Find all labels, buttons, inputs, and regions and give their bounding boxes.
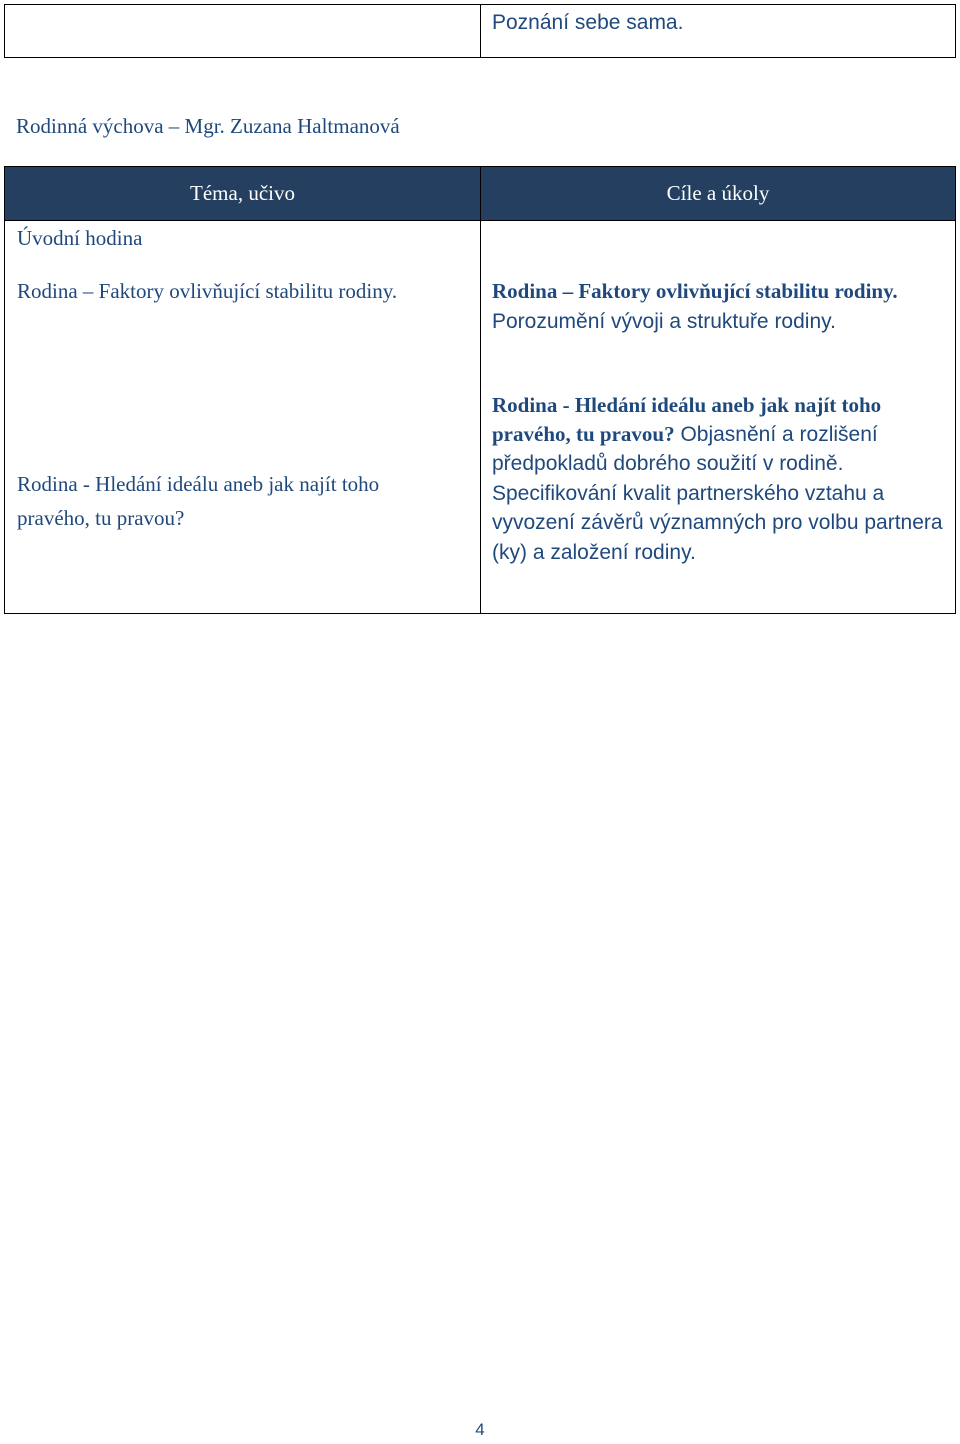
- section-heading: Rodinná výchova – Mgr. Zuzana Haltmanová: [16, 114, 400, 138]
- goal-1-text: Porozumění vývoji a struktuře rodiny.: [492, 309, 836, 333]
- page-number: 4: [475, 1420, 485, 1439]
- goal-item-1: [492, 277, 942, 336]
- topic-item-2: Rodina - Hledání ideálu aneb jak najít toho pravého, tu pravou?: [17, 472, 380, 530]
- goal-2-text: Objasnění a rozlišení předpokladů dobrého soužití v rodině. Specifikování kvalit partnerského vztahu a vyvození závěrů významných pro volbu partnera (ky) a založení rodiny.: [492, 422, 943, 564]
- header-topic: Téma, učivo: [5, 167, 480, 221]
- header-goals: Cíle a úkoly: [481, 167, 955, 221]
- column-divider: [480, 167, 481, 613]
- goal-1-title: Rodina – Faktory ovlivňující stabilitu rodiny.: [492, 279, 898, 303]
- goal-2-title: Rodina - Hledání ideálu aneb jak najít toho pravého, tu pravou?: [492, 393, 882, 446]
- column-divider: [480, 5, 481, 57]
- top-right-cell-text: Poznání sebe sama.: [492, 11, 684, 34]
- topic-item-1: Rodina – Faktory ovlivňující stabilitu rodiny.: [17, 279, 398, 303]
- top-continuation-table: [4, 4, 956, 58]
- goal-item-2: [492, 391, 947, 567]
- curriculum-table: [4, 166, 956, 614]
- topic-intro: Úvodní hodina: [17, 226, 143, 250]
